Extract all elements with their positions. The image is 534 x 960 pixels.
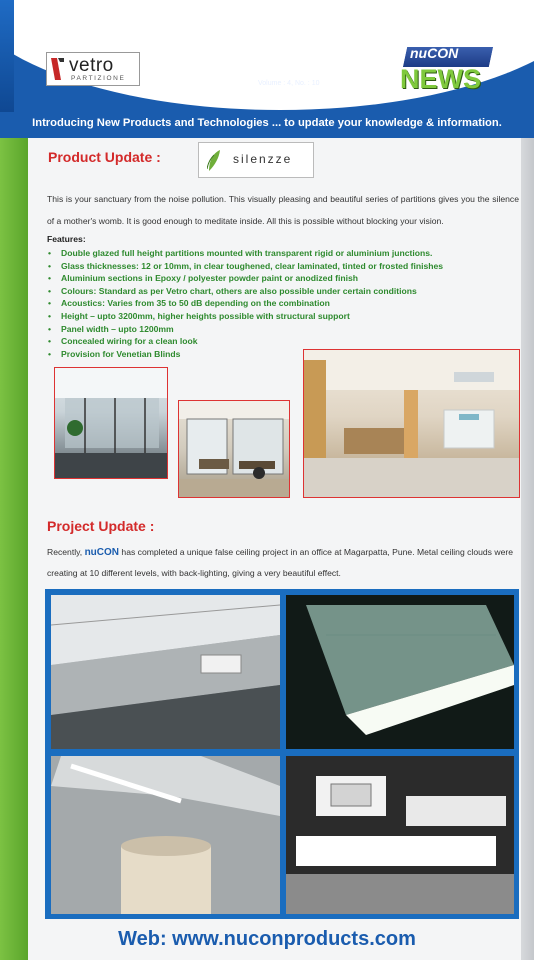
ceiling-illustration-1 — [51, 595, 280, 749]
ceiling-photo-1 — [51, 595, 280, 749]
office-illustration — [179, 401, 290, 498]
ceiling-illustration-3 — [51, 756, 280, 914]
vetro-logo-word: vetro — [69, 55, 114, 76]
ceiling-photo-3 — [51, 756, 280, 914]
website-link[interactable]: Web: www.nuconproducts.com — [118, 928, 416, 950]
list-item: • Height – upto 3200mm, higher heights possible with structural support — [47, 310, 507, 323]
silenzze-logo — [198, 142, 314, 178]
list-item: • Concealed wiring for a clean look — [47, 335, 507, 348]
leaf-icon — [207, 149, 221, 171]
ceiling-photo-2 — [286, 595, 514, 749]
reception-illustration — [304, 350, 520, 498]
product-update-title: Product Update : — [48, 149, 161, 165]
partition-photo-reception — [303, 349, 520, 498]
features-heading: Features: — [47, 234, 86, 244]
issue-volume: Volume : 4, No. : 10 — [258, 80, 320, 87]
ceiling-photo-4 — [286, 756, 514, 914]
vetro-mark-icon — [51, 58, 65, 80]
list-item: • Panel width – upto 1200mm — [47, 323, 507, 336]
nucon-logo-news: NEWS — [400, 64, 481, 94]
features-list — [47, 247, 507, 360]
product-intro-text: This is your sanctuary from the noise pollution. This visually pleasing and beautiful series of partitions gives you the silence of a mother's womb. It is good enough to meditate inside. All this is possible without blocking your vision. — [47, 194, 519, 226]
list-item: • Aluminium sections in Epoxy / polyester powder paint or anodized finish — [47, 272, 507, 285]
project-intro-suffix: has completed a unique false ceiling project in an office at Magarpatta, Pune. Metal ceiling clouds were creating at 10 different levels, with back-lighting, giving a very beautiful effect. — [47, 547, 513, 578]
ceiling-illustration-4 — [286, 756, 514, 914]
list-item: • Provision for Venetian Blinds — [47, 348, 507, 361]
header-tagline: Introducing New Products and Technologies ... to update your knowledge & information. — [32, 117, 502, 129]
partition-photo-office — [178, 400, 290, 498]
list-item: • Acoustics: Varies from 35 to 50 dB depending on the combination — [47, 297, 507, 310]
list-item: • Double glazed full height partitions mounted with transparent rigid or aluminium junctions. — [47, 247, 507, 260]
partition-photo-corridor — [54, 367, 168, 479]
ceiling-illustration-2 — [286, 595, 514, 749]
project-update-title: Project Update : — [47, 518, 155, 534]
project-intro-prefix: Recently, — [47, 547, 85, 557]
nucon-brand-text: nuCON — [84, 547, 120, 558]
corridor-illustration — [55, 368, 168, 479]
list-item: • Colours: Standard as per Vetro chart, others are also possible under certain conditions — [47, 285, 507, 298]
nucon-news-logo — [394, 42, 498, 106]
vetro-logo-subtitle: PARTIZIONE — [71, 75, 126, 82]
right-grey-stripe — [521, 138, 534, 960]
vetro-partizione-logo — [46, 52, 140, 86]
project-intro-text — [47, 542, 519, 583]
issue-date: Oct. 2013 — [258, 60, 325, 77]
silenzze-logo-word: silenzze — [233, 152, 293, 166]
nucon-logo-word: nuCON — [410, 45, 459, 61]
left-green-stripe — [0, 138, 28, 960]
list-item: • Glass thicknesses: 12 or 10mm, in clear toughened, clear laminated, tinted or frosted finishes — [47, 260, 507, 273]
